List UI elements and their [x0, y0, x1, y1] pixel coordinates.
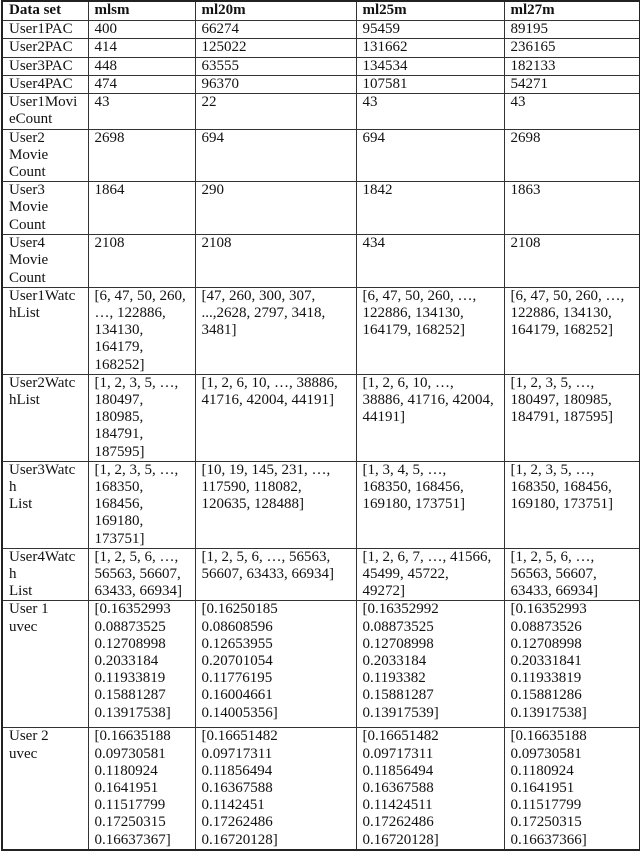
header-ml20m: ml20m	[195, 1, 356, 20]
table-row	[2, 461, 640, 548]
table-cell: 474	[88, 75, 195, 93]
table-cell: [0.16352993 0.08873526 0.12708998 0.20331841 0.11933819 0.15881286 0.13917538]	[504, 601, 640, 728]
table-cell: [6, 47, 50, 260, …, 122886, 134130, 164179, 168252]	[88, 287, 195, 374]
header-dataset: Data set	[2, 1, 88, 20]
table-cell: 2108	[195, 235, 356, 288]
table-cell: [10, 19, 145, 231, …, 117590, 118082, 120635, 128488]	[195, 461, 356, 548]
table-row	[2, 57, 640, 75]
table-cell: 95459	[356, 20, 504, 38]
table-cell: 1864	[88, 182, 195, 235]
table-cell: 107581	[356, 75, 504, 93]
row-label: User1Movi eCount	[2, 94, 88, 129]
row-label: User1PAC	[2, 20, 88, 38]
table-cell: 2108	[504, 235, 640, 288]
row-label: User 1 uvec	[2, 601, 88, 728]
table-cell: 1842	[356, 182, 504, 235]
table-cell: [0.16352993 0.08873525 0.12708998 0.2033184 0.11933819 0.15881287 0.13917538]	[88, 601, 195, 728]
table-row	[2, 38, 640, 57]
table-row	[2, 94, 640, 129]
table-cell: 400	[88, 20, 195, 38]
table-cell: [1, 2, 3, 5, …, 168350, 168456, 169180, 173751]	[88, 461, 195, 548]
table-cell: 43	[356, 94, 504, 129]
table-cell: 134534	[356, 57, 504, 75]
row-label: User4 Movie Count	[2, 235, 88, 288]
header-mlsm: mlsm	[88, 1, 195, 20]
table-cell: [1, 2, 3, 5, …, 180497, 180985, 184791, 187595]	[88, 374, 195, 461]
table-cell: 236165	[504, 38, 640, 57]
table-cell: [0.16635188 0.09730581 0.1180924 0.1641951 0.11517799 0.17250315 0.16637366]	[504, 728, 640, 850]
table-cell: [1, 2, 5, 6, …, 56563, 56607, 63433, 66934]	[195, 548, 356, 601]
table-cell: [1, 2, 5, 6, …, 56563, 56607, 63433, 66934]	[504, 548, 640, 601]
table-cell: [1, 2, 5, 6, …, 56563, 56607, 63433, 66934]	[88, 548, 195, 601]
table-row	[2, 182, 640, 235]
table-cell: 1863	[504, 182, 640, 235]
table-cell: 2698	[88, 129, 195, 182]
table-row	[2, 728, 640, 850]
table-cell: [1, 2, 3, 5, …, 168350, 168456, 169180, 173751]	[504, 461, 640, 548]
table-cell: [0.16250185 0.08608596 0.12653955 0.20701054 0.11776195 0.16004661 0.14005356]	[195, 601, 356, 728]
table-cell: 54271	[504, 75, 640, 93]
table-cell: 694	[356, 129, 504, 182]
dataset-comparison-table	[1, 0, 640, 851]
table-cell: 43	[88, 94, 195, 129]
header-ml27m: ml27m	[504, 1, 640, 20]
table-row	[2, 601, 640, 728]
row-label: User 2 uvec	[2, 728, 88, 850]
table-cell: 131662	[356, 38, 504, 57]
table-cell: 414	[88, 38, 195, 57]
table-row	[2, 129, 640, 182]
table-row	[2, 287, 640, 374]
table-cell: [6, 47, 50, 260, …, 122886, 134130, 164179, 168252]	[356, 287, 504, 374]
table-cell: [1, 2, 3, 5, …, 180497, 180985, 184791, 187595]	[504, 374, 640, 461]
table-cell: [1, 2, 6, 10, …, 38886, 41716, 42004, 44191]	[195, 374, 356, 461]
header-ml25m: ml25m	[356, 1, 504, 20]
table-body	[2, 20, 640, 850]
table-cell: 2698	[504, 129, 640, 182]
table-cell: 125022	[195, 38, 356, 57]
table-cell: 182133	[504, 57, 640, 75]
table-row	[2, 235, 640, 288]
table-row	[2, 75, 640, 93]
table-cell: 66274	[195, 20, 356, 38]
table-cell: [6, 47, 50, 260, …, 122886, 134130, 164179, 168252]	[504, 287, 640, 374]
table-cell: [47, 260, 300, 307, ...,2628, 2797, 3418, 3481]	[195, 287, 356, 374]
row-label: User2Watc hList	[2, 374, 88, 461]
table-row	[2, 548, 640, 601]
table-cell: 63555	[195, 57, 356, 75]
table-cell: [0.16352992 0.08873525 0.12708998 0.2033184 0.1193382 0.15881287 0.13917539]	[356, 601, 504, 728]
row-label: User2PAC	[2, 38, 88, 57]
table-cell: [1, 2, 6, 7, …, 41566, 45499, 45722, 49272]	[356, 548, 504, 601]
row-label: User2 Movie Count	[2, 129, 88, 182]
table-cell: 290	[195, 182, 356, 235]
row-label: User4PAC	[2, 75, 88, 93]
table-cell: 434	[356, 235, 504, 288]
table-cell: [1, 2, 6, 10, …, 38886, 41716, 42004, 44191]	[356, 374, 504, 461]
table-row	[2, 20, 640, 38]
table-cell: [1, 3, 4, 5, …, 168350, 168456, 169180, 173751]	[356, 461, 504, 548]
table-cell: 2108	[88, 235, 195, 288]
table-cell: [0.16635188 0.09730581 0.1180924 0.1641951 0.11517799 0.17250315 0.16637367]	[88, 728, 195, 850]
table-cell: [0.16651482 0.09717311 0.11856494 0.16367588 0.1142451 0.17262486 0.16720128]	[195, 728, 356, 850]
row-label: User3 Movie Count	[2, 182, 88, 235]
header-row	[2, 1, 640, 20]
table-cell: 89195	[504, 20, 640, 38]
table-cell: 694	[195, 129, 356, 182]
table-cell: 43	[504, 94, 640, 129]
row-label: User3PAC	[2, 57, 88, 75]
table-cell: 22	[195, 94, 356, 129]
row-label: User1Watc hList	[2, 287, 88, 374]
row-label: User4Watc h List	[2, 548, 88, 601]
table-row	[2, 374, 640, 461]
table-cell: 96370	[195, 75, 356, 93]
table-cell: 448	[88, 57, 195, 75]
table-cell: [0.16651482 0.09717311 0.11856494 0.16367588 0.11424511 0.17262486 0.16720128]	[356, 728, 504, 850]
row-label: User3Watc h List	[2, 461, 88, 548]
